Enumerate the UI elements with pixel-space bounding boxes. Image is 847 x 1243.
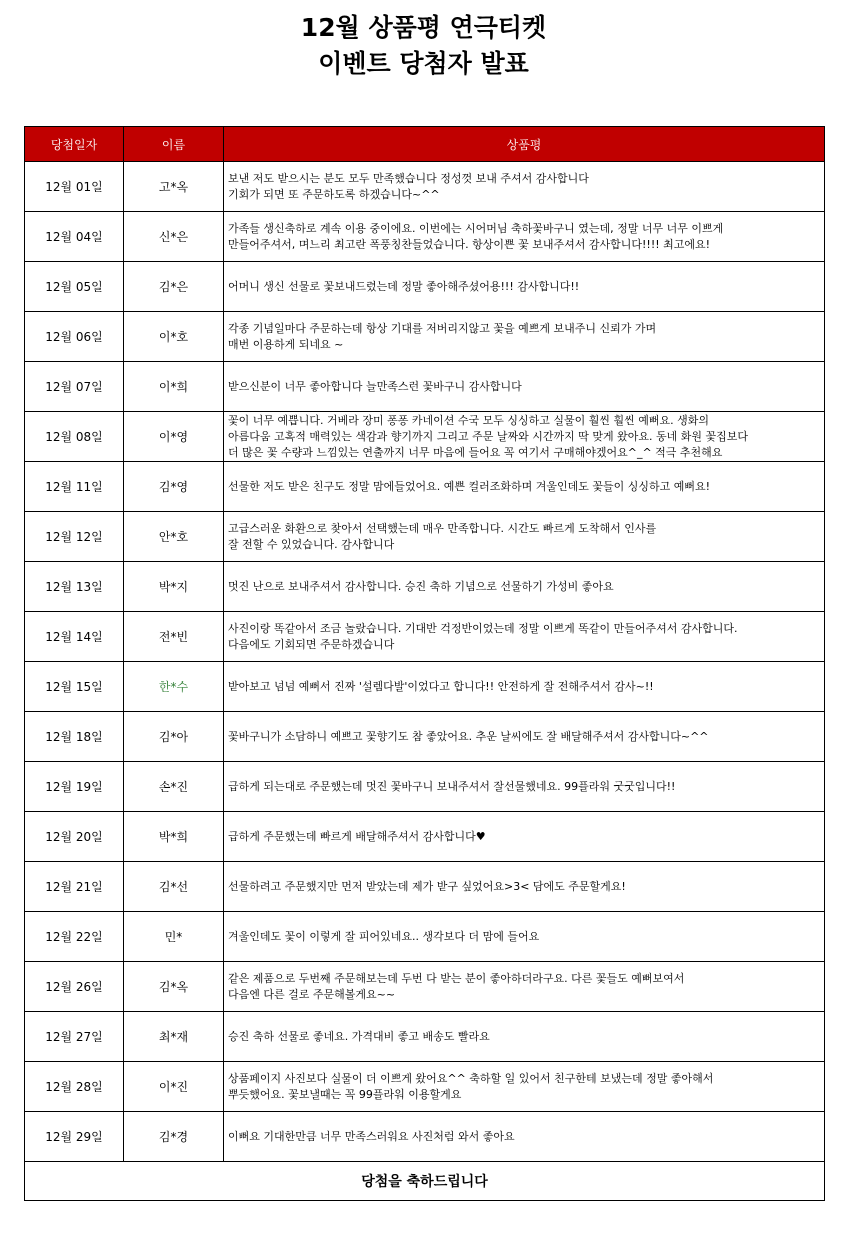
winner-date: 12월 12일: [25, 512, 124, 562]
winner-name: 최*재: [124, 1012, 224, 1062]
table-row: [25, 1062, 825, 1112]
winner-name: 손*진: [124, 762, 224, 812]
winner-review: 겨울인데도 꽃이 이렇게 잘 피어있네요.. 생각보다 더 맘에 들어요: [224, 912, 825, 962]
winner-date: 12월 22일: [25, 912, 124, 962]
winner-name: 김*경: [124, 1112, 224, 1162]
winner-review: 사진이랑 똑같아서 조금 놀랐습니다. 기대반 걱정반이었는데 정말 이쁘게 똑같이 만들어주셔서 감사합니다. 다음에도 기회되면 주문하겠습니다: [224, 612, 825, 662]
winner-review: 승진 축하 선물로 좋네요. 가격대비 좋고 배송도 빨라요: [224, 1012, 825, 1062]
page-title: [0, 10, 847, 82]
table-row: [25, 862, 825, 912]
winner-date: 12월 11일: [25, 462, 124, 512]
winner-review: 급하게 주문했는데 빠르게 배달해주셔서 감사합니다♥: [224, 812, 825, 862]
winner-name: 이*영: [124, 412, 224, 462]
winner-date: 12월 06일: [25, 312, 124, 362]
winner-date: 12월 07일: [25, 362, 124, 412]
winner-review: 같은 제품으로 두번째 주문해보는데 두번 다 받는 분이 좋아하더라구요. 다른 꽃들도 예뻐보여서 다음엔 다른 걸로 주문해볼게요~~: [224, 962, 825, 1012]
winner-name: 박*지: [124, 562, 224, 612]
title-line-2: 이벤트 당첨자 발표: [318, 49, 529, 78]
winner-date: 12월 13일: [25, 562, 124, 612]
winner-review: 보낸 저도 받으시는 분도 모두 만족했습니다 정성껏 보내 주셔서 감사합니다 기회가 되면 또 주문하도록 하겠습니다~^^: [224, 162, 825, 212]
winner-name: 김*은: [124, 262, 224, 312]
table-row: [25, 312, 825, 362]
congratulations-text: 당첨을 축하드립니다: [25, 1162, 825, 1201]
winner-name: 전*빈: [124, 612, 224, 662]
header-review: 상품평: [224, 127, 825, 162]
winner-review: 꽃이 너무 예쁩니다. 거베라 장미 퐁퐁 카네이션 수국 모두 싱싱하고 실물이 훨씬 훨씬 예뻐요. 생화의 아름다움 고혹적 매력있는 색감과 향기까지 그리고 주문 날짜와 시간까지 딱 맞게 왔아요. 동네 화원 꽃집보다 더 많은 꽃 수량과 느낌있는 연출까지 너무 마음에 들어요 꼭 여기서 구매해야겠어요^_^ 적극 추천해요: [224, 412, 825, 462]
winner-name: 박*희: [124, 812, 224, 862]
winner-review: 상품페이지 사진보다 실물이 더 이쁘게 왔어요^^ 축하할 일 있어서 친구한테 보냈는데 정말 좋아해서 뿌듯했어요. 꽃보낼때는 꼭 99플라워 이용할게요: [224, 1062, 825, 1112]
winner-review: 선물한 저도 받은 친구도 정말 맘에들었어요. 예쁜 컬러조화하며 겨울인데도 꽃들이 싱싱하고 예뻐요!: [224, 462, 825, 512]
winner-date: 12월 05일: [25, 262, 124, 312]
winner-date: 12월 14일: [25, 612, 124, 662]
table-row: [25, 212, 825, 262]
winner-name: 고*옥: [124, 162, 224, 212]
table-row: [25, 162, 825, 212]
winner-name: 김*영: [124, 462, 224, 512]
winner-name: 김*옥: [124, 962, 224, 1012]
winner-date: 12월 28일: [25, 1062, 124, 1112]
winner-review: 각종 기념일마다 주문하는데 항상 기대를 저버리지않고 꽃을 예쁘게 보내주니 신뢰가 가며 매번 이용하게 되네요 ~: [224, 312, 825, 362]
header-name: 이름: [124, 127, 224, 162]
winner-date: 12월 20일: [25, 812, 124, 862]
winner-review: 선물하려고 주문했지만 먼저 받았는데 제가 받구 싶었어요>3< 담에도 주문할게요!: [224, 862, 825, 912]
winner-review: 받아보고 넘넘 예뻐서 진짜 '설렘다발'이었다고 합니다!! 안전하게 잘 전해주셔서 감사~!!: [224, 662, 825, 712]
winner-date: 12월 26일: [25, 962, 124, 1012]
winner-date: 12월 15일: [25, 662, 124, 712]
table-footer-row: [25, 1162, 825, 1201]
winner-date: 12월 21일: [25, 862, 124, 912]
winner-date: 12월 01일: [25, 162, 124, 212]
winner-name: 신*은: [124, 212, 224, 262]
table-row: [25, 512, 825, 562]
winner-date: 12월 19일: [25, 762, 124, 812]
winner-date: 12월 29일: [25, 1112, 124, 1162]
winner-name: 민*: [124, 912, 224, 962]
winner-review: 고급스러운 화환으로 찾아서 선택했는데 매우 만족합니다. 시간도 빠르게 도착해서 인사를 잘 전할 수 있었습니다. 감사합니다: [224, 512, 825, 562]
winner-name: 안*호: [124, 512, 224, 562]
table-row: [25, 962, 825, 1012]
title-line-1: 12월 상품평 연극티켓: [300, 13, 547, 42]
winner-review: 급하게 되는대로 주문했는데 멋진 꽃바구니 보내주셔서 잘선물했네요. 99플라워 굿굿입니다!!: [224, 762, 825, 812]
winner-name: 김*선: [124, 862, 224, 912]
winner-review: 가족들 생신축하로 계속 이용 중이에요. 이번에는 시어머님 축하꽃바구니 였는데, 정말 너무 너무 이쁘게 만들어주셔서, 며느리 최고란 폭풍칭찬들었습니다. 항상이쁜 꽃 보내주셔서 감사합니다!!!! 최고에요!: [224, 212, 825, 262]
table-row: [25, 762, 825, 812]
header-date: 당첨일자: [25, 127, 124, 162]
table-row: [25, 662, 825, 712]
winner-review: 받으신분이 너무 좋아합니다 늘만족스런 꽃바구니 감사합니다: [224, 362, 825, 412]
winner-review: 멋진 난으로 보내주셔서 감사합니다. 승진 축하 기념으로 선물하기 가성비 좋아요: [224, 562, 825, 612]
table-row: [25, 262, 825, 312]
winners-table: [24, 126, 825, 1201]
winner-date: 12월 08일: [25, 412, 124, 462]
table-row: [25, 562, 825, 612]
table-row: [25, 1012, 825, 1062]
winner-name: 이*희: [124, 362, 224, 412]
winner-name: 한*수: [124, 662, 224, 712]
winner-name: 김*아: [124, 712, 224, 762]
winner-review: 이뻐요 기대한만큼 너무 만족스러워요 사진처럼 와서 좋아요: [224, 1112, 825, 1162]
winner-name: 이*진: [124, 1062, 224, 1112]
winner-review: 꽃바구니가 소담하니 예쁘고 꽃향기도 참 좋았어요. 추운 날씨에도 잘 배달해주셔서 감사합니다~^^: [224, 712, 825, 762]
table-row: [25, 412, 825, 462]
table-header-row: [25, 127, 825, 162]
winner-date: 12월 04일: [25, 212, 124, 262]
table-row: [25, 612, 825, 662]
winner-date: 12월 27일: [25, 1012, 124, 1062]
table-row: [25, 462, 825, 512]
winner-date: 12월 18일: [25, 712, 124, 762]
table-row: [25, 1112, 825, 1162]
table-row: [25, 362, 825, 412]
winner-review: 어머니 생신 선물로 꽃보내드렸는데 정말 좋아해주셨어용!!! 감사합니다!!: [224, 262, 825, 312]
table-row: [25, 912, 825, 962]
table-row: [25, 812, 825, 862]
winner-name: 이*호: [124, 312, 224, 362]
table-row: [25, 712, 825, 762]
